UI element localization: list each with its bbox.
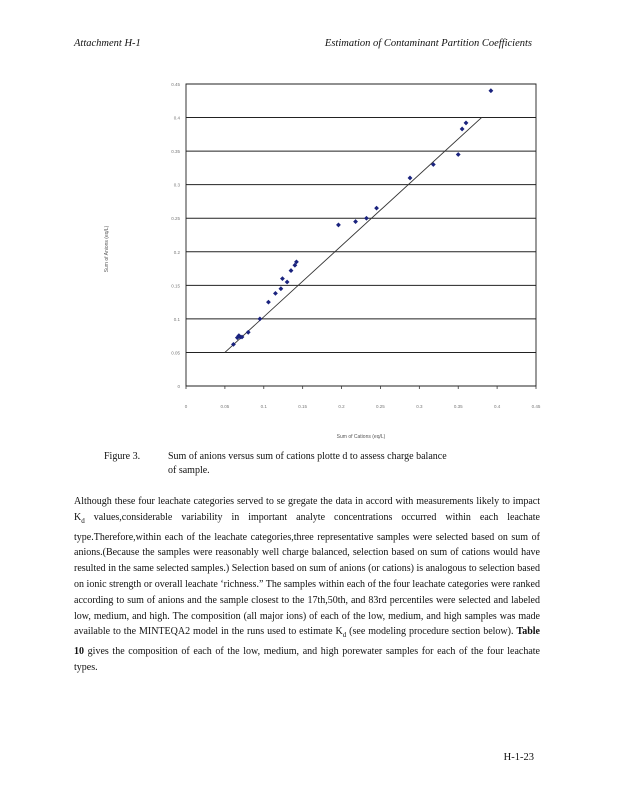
- y-tick-label: 0.4: [173, 115, 180, 121]
- body-part-2: values,considerable variability in important analyte concentrations occurred within each leachate type.Therefore,within each of the leachate categories,three representative samples were selected based on sum of anions.(Because the samples were reasonably well charge balanced, selection based on sum of cations would have resulted in the same selected samples.) Selection based on sum of anions (or cations) is analogous to selection based on ionic strength or overall leachate ‘richness.” The samples within each of the four leachate categories were ranked according to sum of anions and the sample closest to the 17th,50th, and 83rd percentiles were selected and labeled low, medium, and high. The composition (all major ions) of each of the low, medium, and high samples was made available to the MINTEQA2 model in the runs used to estimate K: [74, 511, 540, 638]
- y-tick-label: 0.15: [171, 283, 180, 289]
- x-tick-label: 0.15: [298, 404, 308, 409]
- y-tick-label: 0.05: [171, 350, 180, 356]
- x-tick-label: 0.4: [493, 404, 501, 409]
- y-tick-label: 0.45: [171, 82, 180, 87]
- body-part-4: gives the composition of each of the low, medium, and high porewater samples for each of the four leachate types.: [74, 646, 540, 673]
- figure-caption-text: Sum of anions versus sum of cations plotte d to assess charge balance: [168, 451, 447, 462]
- x-tick-label: 0.1: [260, 404, 267, 409]
- x-tick-label: 0.25: [376, 404, 385, 409]
- figure-caption: [104, 450, 524, 478]
- y-tick-label: 0.2: [173, 249, 180, 255]
- table-reference: Table 10: [74, 626, 540, 658]
- body-paragraph: [74, 494, 540, 676]
- x-tick-label: 0.3: [416, 404, 423, 409]
- x-tick-label: 0.2: [338, 404, 345, 409]
- y-tick-label: 0: [177, 384, 180, 389]
- x-tick-label: 0.35: [453, 404, 463, 409]
- body-part-3: (see modeling procedure section below).: [346, 626, 517, 638]
- y-tick-label: 0.25: [171, 216, 180, 222]
- kd-subscript-1: d: [81, 516, 85, 525]
- running-header-right: Estimation of Contaminant Partition Coefficients: [324, 38, 532, 49]
- x-tick-label: 0.45: [531, 404, 541, 409]
- x-axis-label: Sum of Cations (eq/L): [336, 434, 386, 440]
- figure-label: Figure 3.: [104, 451, 141, 462]
- y-tick-label: 0.3: [173, 182, 180, 188]
- x-tick-label: 0: [184, 404, 188, 409]
- y-axis-label: Sum of Anions (eq/L): [104, 225, 110, 273]
- figure-caption-text-2: of sample.: [168, 465, 210, 476]
- page-number: H-1-23: [503, 752, 534, 763]
- plot-area: [186, 84, 536, 386]
- figure-3-chart: [96, 70, 556, 450]
- y-tick-label: 0.1: [173, 316, 180, 322]
- kd-subscript-2: d: [342, 631, 347, 640]
- y-tick-label: 0.35: [171, 149, 180, 155]
- body-part-1: Although these four leachate categories served to se gregate the data in accord with measurements likely to impact K: [74, 496, 540, 523]
- running-header-left: Attachment H-1: [74, 38, 141, 49]
- x-tick-label: 0.05: [220, 404, 230, 409]
- scatter-plot: [96, 70, 556, 450]
